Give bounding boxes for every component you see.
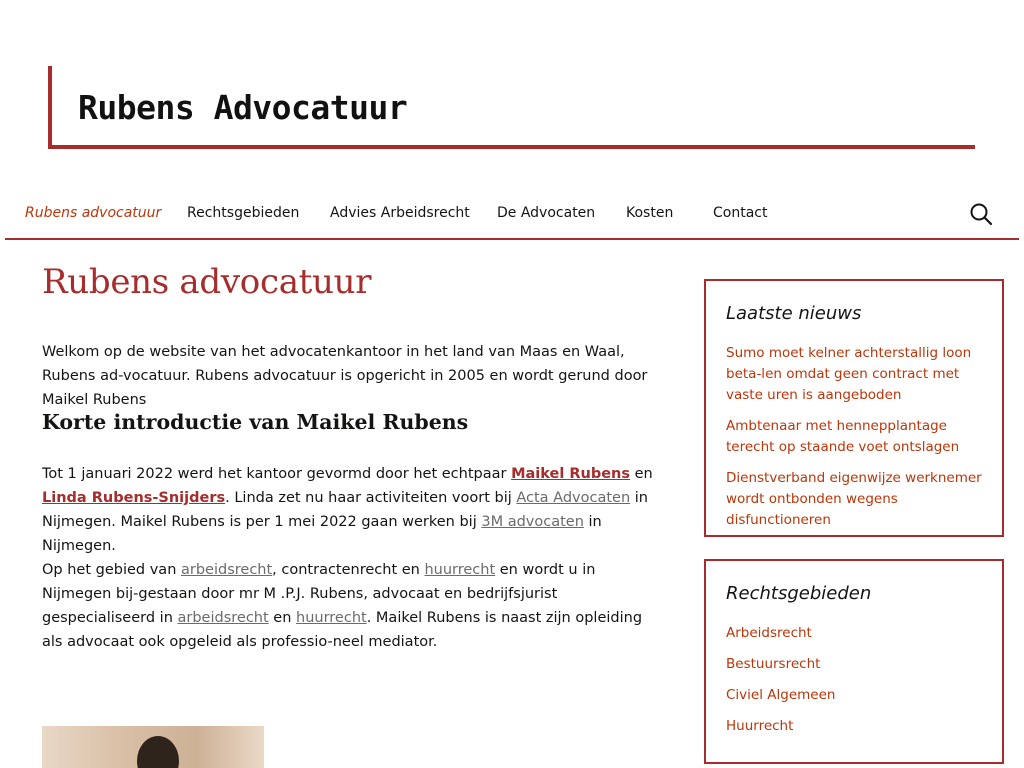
nav-item-kosten[interactable]: Kosten	[626, 205, 674, 221]
list-item	[726, 343, 986, 406]
text-segment: in Nijmegen. Maikel Rubens is per 1 mei 2022 gaan werken bij	[42, 490, 648, 530]
link-3m-advocaten[interactable]: 3M advocaten	[481, 514, 584, 530]
text-segment: . Linda zet nu haar activiteiten voort bij	[225, 490, 517, 506]
link-arbeidsrecht[interactable]: arbeidsrecht	[181, 562, 273, 578]
area-link[interactable]: Civiel Algemeen	[726, 687, 836, 703]
widget-title: Rechtsgebieden	[726, 583, 872, 604]
link-linda-rubens-snijders[interactable]: Linda Rubens-Snijders	[42, 490, 226, 506]
nav-item-advies-arbeidsrecht[interactable]: Advies Arbeidsrecht	[330, 205, 470, 221]
list-item	[726, 416, 986, 458]
text-segment: . Maikel Rubens is naast zijn opleiding als advocaat ook opgeleid als professio-neel mediator.	[42, 610, 643, 650]
logo-vertical-bar	[48, 66, 52, 149]
widget-title: Laatste nieuws	[726, 303, 862, 324]
text-segment: en wordt u in Nijmegen bij-gestaan door mr M .P.J. Rubens, advocaat en bedrijfsjurist gespecialiseerd in	[42, 562, 596, 626]
link-maikel-rubens[interactable]: Maikel Rubens	[511, 466, 631, 482]
text-segment: en	[630, 466, 653, 482]
news-link[interactable]: Sumo moet kelner achterstallig loon beta-len omdat geen contract met vaste uren is aangeboden	[726, 345, 972, 403]
portrait-photo	[42, 726, 264, 768]
list-item	[726, 623, 986, 644]
area-link[interactable]: Arbeidsrecht	[726, 625, 812, 641]
widget-practice-areas	[704, 559, 1004, 764]
text-segment: Tot 1 januari 2022 werd het kantoor gevormd door het echtpaar	[42, 466, 512, 482]
text-segment: en	[268, 610, 297, 626]
portrait-head	[137, 736, 179, 768]
area-link[interactable]: Bestuursrecht	[726, 656, 821, 672]
areas-list	[726, 623, 986, 747]
link-huurrecht-2[interactable]: huurrecht	[296, 610, 367, 626]
search-icon[interactable]	[969, 202, 993, 226]
widget-latest-news	[704, 279, 1004, 537]
area-link[interactable]: Huurrecht	[726, 718, 794, 734]
news-list	[726, 343, 986, 541]
logo-horizontal-bar	[48, 145, 975, 149]
list-item	[726, 716, 986, 737]
text-segment: , contractenrecht en	[272, 562, 425, 578]
site-logo[interactable]	[48, 66, 975, 149]
page-title: Rubens advocatuur	[42, 262, 372, 302]
main-navigation	[5, 194, 1019, 240]
logo-text: Rubens Advocatuur	[78, 88, 408, 127]
list-item	[726, 685, 986, 706]
list-item	[726, 468, 986, 531]
text-segment: in Nijmegen.	[42, 514, 602, 554]
news-link[interactable]: Ambtenaar met hennepplantage terecht op staande voet ontslagen	[726, 418, 960, 455]
section-heading: Korte introductie van Maikel Rubens	[42, 410, 469, 434]
intro-paragraph: Welkom op de website van het advocatenkantoor in het land van Maas en Waal, Rubens ad-vocatuur. Rubens advocatuur is opgericht in 2005 en wordt gerund door Maikel Rubens	[42, 344, 648, 408]
link-arbeidsrecht-2[interactable]: arbeidsrecht	[177, 610, 269, 626]
nav-item-contact[interactable]: Contact	[713, 205, 768, 221]
link-huurrecht[interactable]: huurrecht	[424, 562, 496, 578]
practice-paragraph	[42, 558, 654, 654]
link-acta-advocaten[interactable]: Acta Advocaten	[516, 490, 631, 506]
nav-item-rubens-advocatuur[interactable]: Rubens advocatuur	[25, 205, 162, 221]
history-paragraph	[42, 462, 654, 558]
nav-item-rechtsgebieden[interactable]: Rechtsgebieden	[187, 205, 300, 221]
nav-item-de-advocaten[interactable]: De Advocaten	[497, 205, 596, 221]
news-link[interactable]: Dienstverband eigenwijze werknemer wordt ontbonden wegens disfunctioneren	[726, 470, 982, 528]
list-item	[726, 654, 986, 675]
text-segment: Op het gebied van	[42, 562, 181, 578]
